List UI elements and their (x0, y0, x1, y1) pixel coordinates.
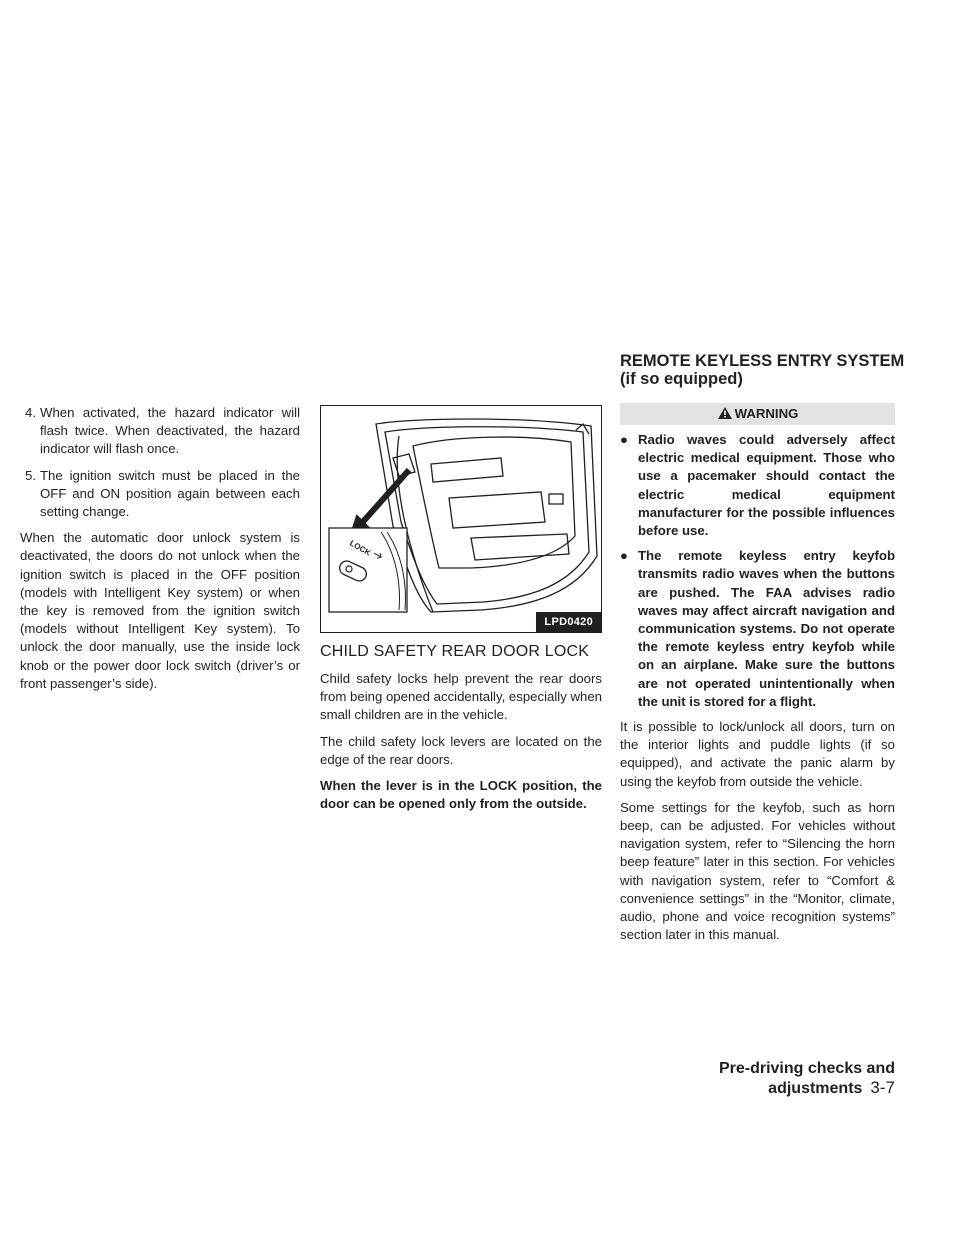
body-paragraph: Some settings for the keyfob, such as horn beep, can be adjusted. For vehicles without navigation system, refer to “Silencing the horn beep feature” later in this section. For vehicles with navigation system, refer to “Comfort & convenience settings” in the “Monitor, climate, audio, phone and voice recognition systems” section later in this manual. (620, 799, 895, 943)
section-heading: CHILD SAFETY REAR DOOR LOCK (320, 643, 590, 660)
bullet-icon: ● (620, 432, 628, 447)
chapter-title: Pre-driving checks and adjustments (718, 1060, 895, 1097)
rear-door-lock-diagram (321, 406, 601, 632)
body-paragraph: Child safety locks help prevent the rear doors from being opened accidentally, especially when small children are in the vehicle. (320, 671, 602, 723)
body-paragraph: When the automatic door unlock system is deactivated, the doors do not unlock when the ignition switch is placed in the OFF position (models with Intelligent Key system) or when the key is removed from the ignition switch (models without Intelligent Key system). To unlock the door manually, use the inside lock knob or the power door lock switch (driver’s or front passenger’s side). (20, 530, 300, 691)
list-item (20, 467, 300, 522)
list-item (20, 404, 300, 459)
warning-icon (717, 405, 733, 427)
item-text: The ignition switch must be placed in the OFF and ON position again between each setting change. (40, 467, 300, 520)
item-number: 5. (25, 467, 36, 483)
item-number: 4. (25, 405, 36, 420)
section-subtitle: (if so equipped) (620, 370, 743, 388)
warning-header (620, 403, 895, 425)
column-middle (320, 404, 602, 821)
page-number: 3-7 (870, 1078, 895, 1097)
section-title: REMOTE KEYLESS ENTRY SYSTEM (620, 352, 905, 370)
body-paragraph: The child safety lock levers are located on the edge of the rear doors. (320, 733, 602, 767)
warning-text: Radio waves could adversely affect electric medical equipment. Those who use a pacemaker should contact the electric medical equipment manufacturer for the possible influences before use. (638, 432, 895, 539)
warning-bullet (620, 547, 895, 711)
door-illustration (320, 405, 602, 633)
body-paragraph: It is possible to lock/unlock all doors, turn on the interior lights and puddle lights (if so equipped), and activate the panic alarm by using the keyfob from outside the vehicle. (620, 719, 895, 789)
section-header (620, 352, 920, 388)
lock-label: LOCK (348, 538, 373, 558)
column-right (620, 403, 895, 952)
item-text: When activated, the hazard indicator will flash twice. When deactivated, the hazard indicator will flash once. (40, 405, 300, 457)
warning-text: The remote keyless entry keyfob transmits radio waves when the buttons are pushed. The FAA advises radio waves may affect aircraft navigation and communication systems. Do not operate the remote keyless entry keyfob while on an airplane. Make sure the buttons are not operated unintentionally when the unit is stored for a flight. (638, 548, 895, 709)
emphasis-paragraph: When the lever is in the LOCK position, the door can be opened only from the outside. (320, 778, 602, 812)
bullet-icon: ● (620, 548, 628, 564)
column-left (20, 404, 300, 701)
page-footer (620, 1060, 895, 1098)
warning-title: WARNING (734, 406, 799, 421)
figure-code: LPD0420 (536, 612, 601, 632)
warning-bullet (620, 431, 895, 540)
